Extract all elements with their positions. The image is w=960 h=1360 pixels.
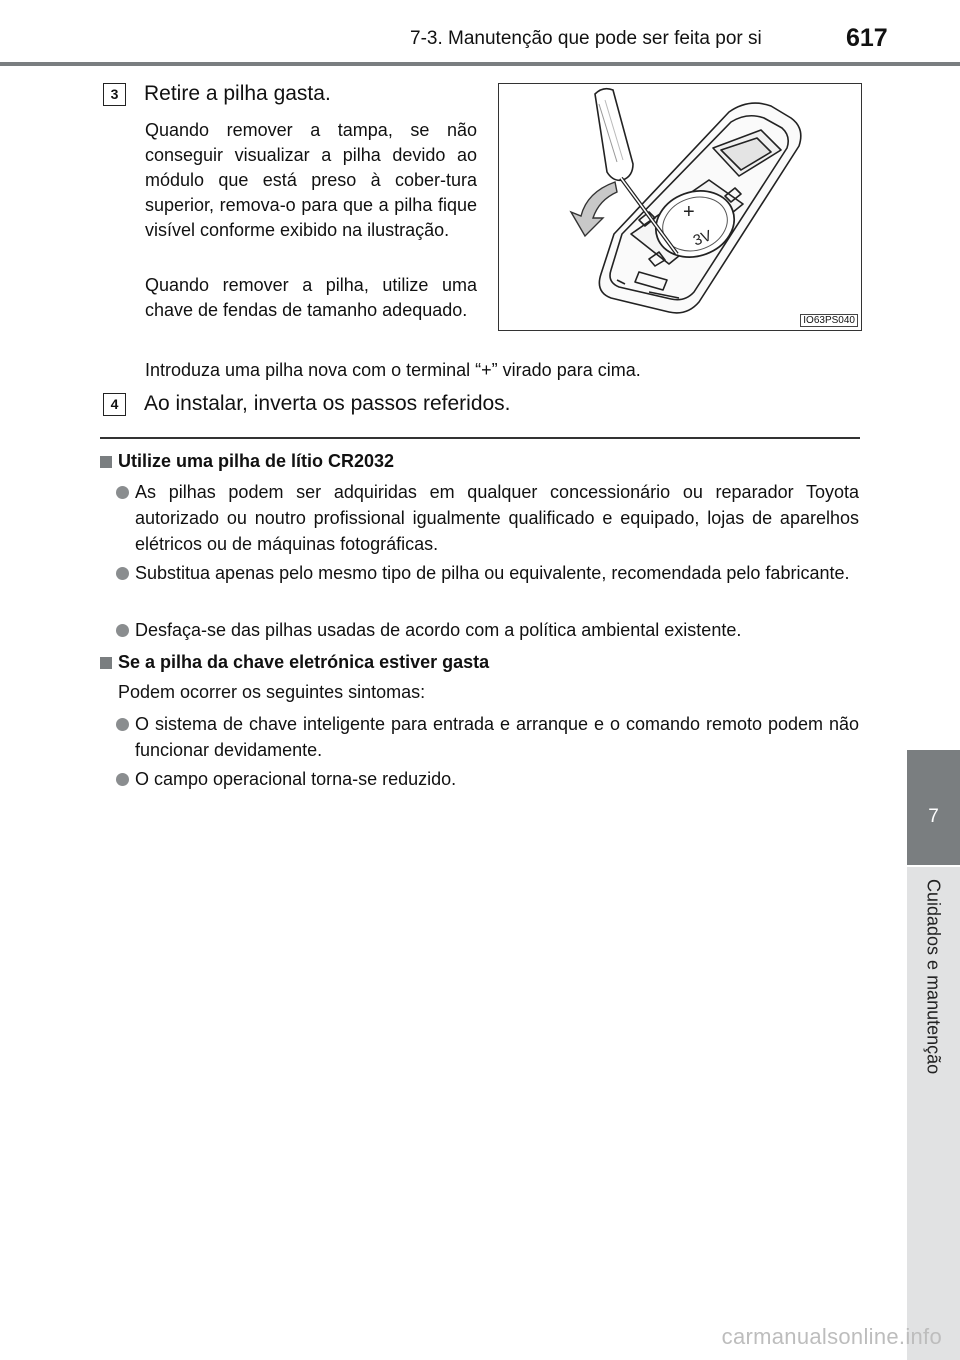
- note-2-bullet-2: O campo operacional torna-se reduzido.: [135, 769, 457, 789]
- page-number: 617: [846, 24, 888, 52]
- chapter-tab-label-area: [907, 867, 960, 1360]
- chapter-tab: [907, 750, 960, 865]
- key-battery-illustration: [498, 83, 862, 331]
- figure-code-label: IO63PS040: [800, 314, 858, 327]
- note-section-2-title: Se a pilha da chave eletrónica estiver gasta: [118, 652, 490, 672]
- section-divider: [100, 437, 860, 439]
- section-square-icon: [100, 657, 112, 669]
- step-3-paragraph-2: Quando remover a pilha, utilize uma chave de fendas de tamanho adequado.: [145, 275, 477, 320]
- note-1-bullet-1: As pilhas podem ser adquiridas em qualquer concessionário ou reparador Toyota autorizado ou noutro profissional igualmente qualificado e equipado, lojas de aparelhos elétricos ou de máquinas fotográficas.: [135, 482, 859, 554]
- electronic-key-drawing: [499, 84, 861, 330]
- note-1-bullet-3: Desfaça-se das pilhas usadas de acordo com a política ambiental existente.: [135, 620, 742, 640]
- note-section-2-intro: Podem ocorrer os seguintes sintomas:: [118, 682, 426, 702]
- step-3-paragraph-1: Quando remover a tampa, se não conseguir visualizar a pilha devido ao módulo que está preso à cober-tura superior, remova-o para que a pilha fique visível conforme exibido na ilustração.: [145, 120, 477, 240]
- battery-voltage-label: 3V: [690, 227, 715, 250]
- step-3-number: 3: [103, 83, 126, 106]
- step-3-title: Retire a pilha gasta.: [144, 82, 331, 105]
- watermark: carmanualsonline.info: [721, 1324, 942, 1349]
- bullet-dot-icon: [116, 718, 129, 731]
- note-section-1-title: Utilize uma pilha de lítio CR2032: [118, 451, 395, 471]
- battery-plus-symbol: +: [683, 201, 695, 223]
- section-square-icon: [100, 456, 112, 468]
- step-4-number: 4: [103, 393, 126, 416]
- note-1-bullet-2: Substitua apenas pelo mesmo tipo de pilha ou equivalente, recomendada pelo fabricante.: [135, 563, 850, 583]
- chapter-label: Cuidados e manutenção: [923, 879, 944, 1075]
- note-2-bullet-1: O sistema de chave inteligente para entrada e arranque e o comando remoto podem não funcionar devidamente.: [135, 714, 859, 760]
- bullet-dot-icon: [116, 773, 129, 786]
- step-4-title: Ao instalar, inverta os passos referidos.: [144, 392, 511, 415]
- bullet-dot-icon: [116, 624, 129, 637]
- bullet-dot-icon: [116, 486, 129, 499]
- bullet-dot-icon: [116, 567, 129, 580]
- rotation-arrow-icon: [571, 182, 617, 236]
- header-section-title: 7-3. Manutenção que pode ser feita por si: [410, 28, 762, 49]
- chapter-number: 7: [928, 806, 939, 827]
- header-rule: [0, 62, 960, 66]
- step-3-paragraph-3: Introduza uma pilha nova com o terminal “+” virado para cima.: [145, 360, 641, 380]
